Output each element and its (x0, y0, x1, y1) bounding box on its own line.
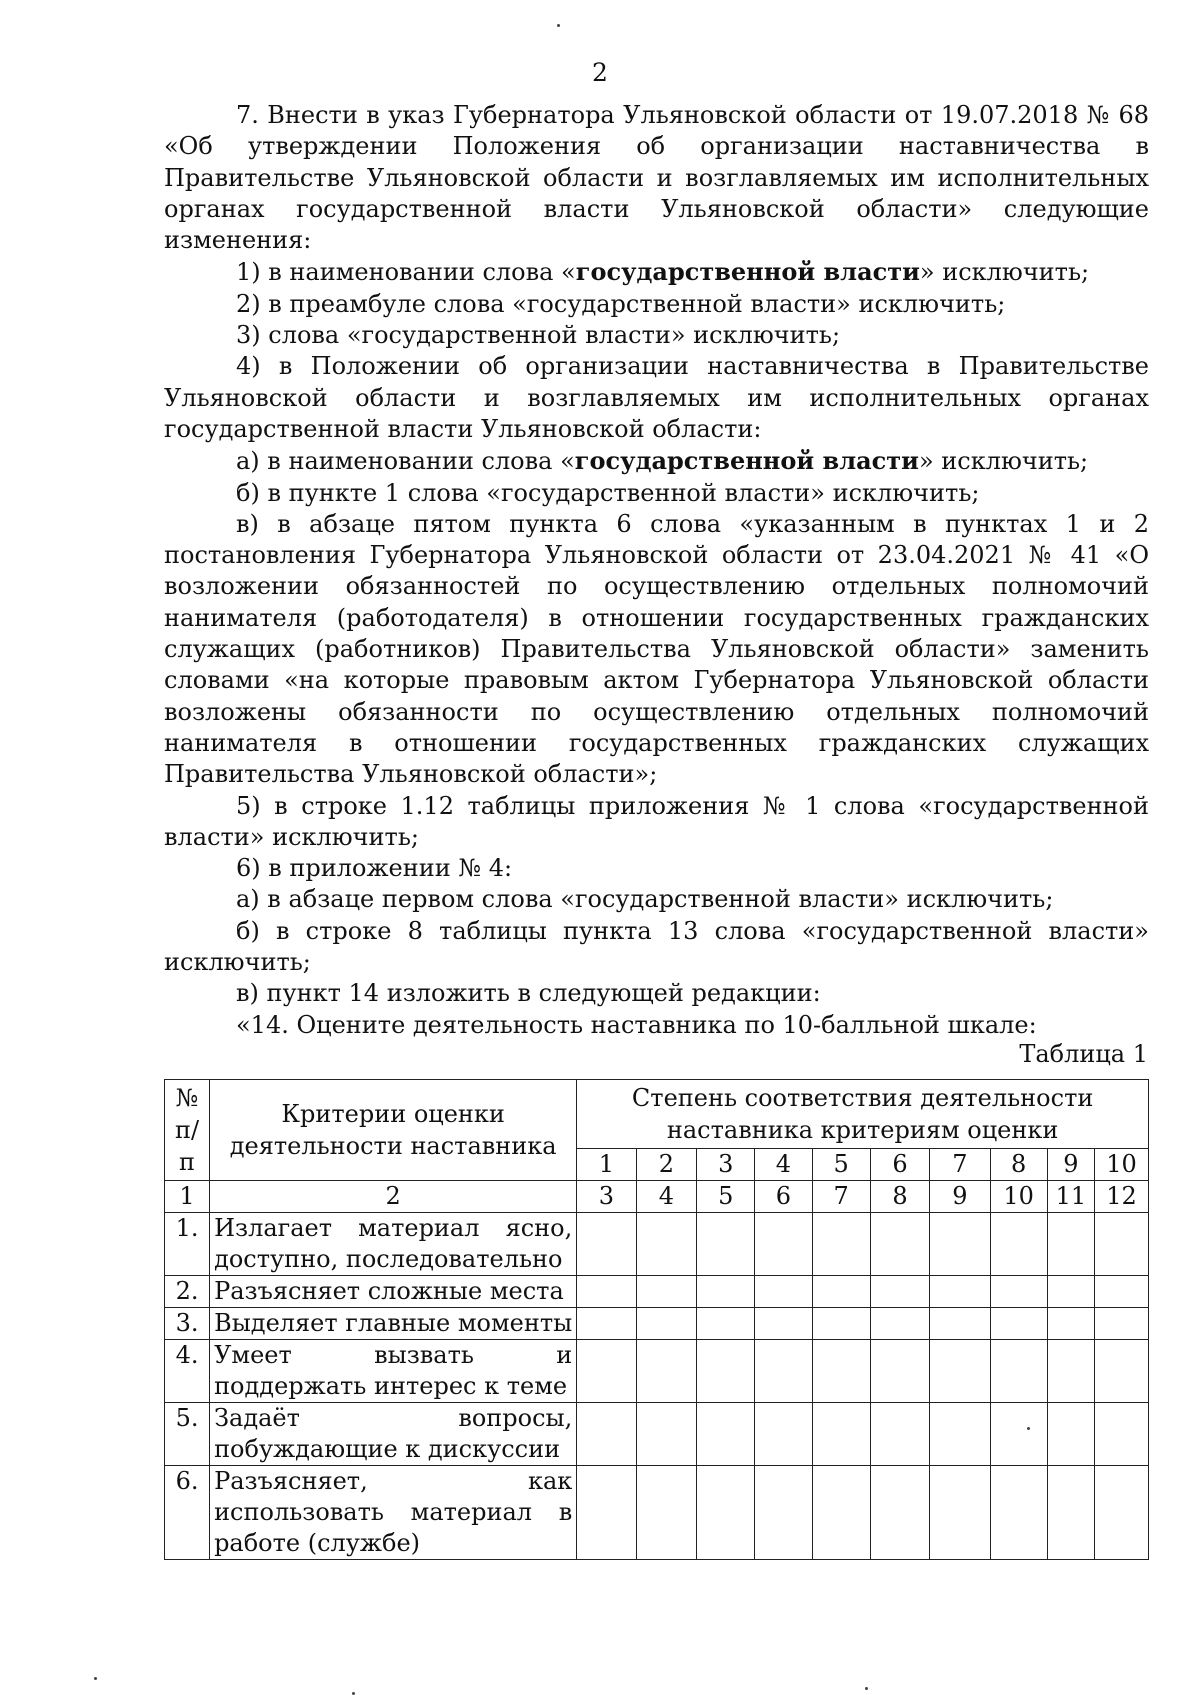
text-fragment: » исключить; (918, 447, 1089, 476)
table-header-row (165, 1080, 1149, 1149)
score-cell[interactable] (812, 1403, 870, 1466)
score-cell[interactable] (1047, 1403, 1094, 1466)
table-row (165, 1340, 1149, 1403)
score-cell[interactable] (697, 1466, 755, 1560)
column-number-cell: 6 (755, 1181, 812, 1213)
criterion-text: Излагает материал ясно, доступно, последовательно (210, 1213, 577, 1276)
criterion-text: Разъясняет, как использовать материал в работе (службе) (210, 1466, 577, 1560)
scan-speck (865, 1687, 868, 1690)
column-number-cell: 2 (210, 1181, 577, 1213)
score-cell[interactable] (990, 1403, 1047, 1466)
score-cell[interactable] (1095, 1213, 1149, 1276)
score-cell[interactable] (1095, 1340, 1149, 1403)
score-cell[interactable] (930, 1213, 990, 1276)
scan-speck (557, 24, 560, 27)
score-header-cell: 10 (1095, 1149, 1149, 1181)
text-fragment: 1) в наименовании слова « (236, 258, 576, 287)
row-number: 3. (165, 1308, 210, 1340)
score-cell[interactable] (930, 1308, 990, 1340)
paragraph-sub-6a: а) в абзаце первом слова «государственной власти» исключить; (236, 885, 1054, 914)
score-cell[interactable] (870, 1340, 929, 1403)
score-cell[interactable] (870, 1213, 929, 1276)
score-cell[interactable] (636, 1340, 696, 1403)
paragraph-sub-4a (164, 445, 1149, 477)
text-fragment: а) в наименовании слова « (236, 447, 575, 476)
table-caption: Таблица 1 (1019, 1040, 1148, 1068)
paragraph-sub-6v: в) пункт 14 изложить в следующей редакции: (236, 979, 821, 1008)
score-cell[interactable] (636, 1213, 696, 1276)
score-cell[interactable] (577, 1403, 636, 1466)
score-cell[interactable] (990, 1276, 1047, 1308)
score-cell[interactable] (812, 1213, 870, 1276)
score-cell[interactable] (1095, 1308, 1149, 1340)
score-cell[interactable] (755, 1340, 812, 1403)
score-cell[interactable] (755, 1276, 812, 1308)
score-cell[interactable] (636, 1308, 696, 1340)
score-cell[interactable] (1047, 1213, 1094, 1276)
score-cell[interactable] (577, 1466, 636, 1560)
header-number: № п/п (165, 1080, 210, 1181)
score-cell[interactable] (697, 1403, 755, 1466)
criterion-text: Разъясняет сложные места (210, 1276, 577, 1308)
criterion-text: Задаёт вопросы, побуждающие к дискуссии (210, 1403, 577, 1466)
score-cell[interactable] (636, 1276, 696, 1308)
score-cell[interactable] (812, 1466, 870, 1560)
score-cell[interactable] (870, 1403, 929, 1466)
score-header-cell: 7 (930, 1149, 990, 1181)
score-header-cell: 2 (636, 1149, 696, 1181)
score-header-cell: 8 (990, 1149, 1047, 1181)
document-body (164, 100, 1149, 1041)
score-cell[interactable] (1095, 1466, 1149, 1560)
score-cell[interactable] (1095, 1276, 1149, 1308)
table-row (165, 1308, 1149, 1340)
score-header-cell: 4 (755, 1149, 812, 1181)
score-cell[interactable] (870, 1276, 929, 1308)
score-cell[interactable] (1047, 1276, 1094, 1308)
column-number-cell: 9 (930, 1181, 990, 1213)
score-cell[interactable] (577, 1340, 636, 1403)
row-number: 6. (165, 1466, 210, 1560)
header-criteria: Критерии оценки деятельности наставника (210, 1080, 577, 1181)
score-cell[interactable] (755, 1466, 812, 1560)
page-number: 2 (592, 58, 608, 87)
score-cell[interactable] (990, 1213, 1047, 1276)
score-cell[interactable] (577, 1213, 636, 1276)
table-row (165, 1276, 1149, 1308)
score-header-cell: 6 (870, 1149, 929, 1181)
score-cell[interactable] (755, 1403, 812, 1466)
paragraph-sub-2: 2) в преамбуле слова «государственной власти» исключить; (236, 289, 1006, 318)
row-number: 1. (165, 1213, 210, 1276)
column-number-cell: 11 (1047, 1181, 1094, 1213)
score-cell[interactable] (812, 1340, 870, 1403)
table-body (165, 1213, 1149, 1560)
score-cell[interactable] (990, 1340, 1047, 1403)
column-number-cell: 3 (577, 1181, 636, 1213)
score-cell[interactable] (697, 1213, 755, 1276)
table-row (165, 1213, 1149, 1276)
score-cell[interactable] (930, 1340, 990, 1403)
paragraph-sub-6b: б) в строке 8 таблицы пункта 13 слова «государственной власти» исключить; (164, 916, 1149, 977)
paragraph-sub-4: 4) в Положении об организации наставничества в Правительстве Ульяновской области и возглавляемых им исполнительных органах государственной власти Ульяновской области: (164, 352, 1149, 443)
score-cell[interactable] (930, 1276, 990, 1308)
score-header-cell: 1 (577, 1149, 636, 1181)
criterion-text: Умеет вызвать и поддержать интерес к теме (210, 1340, 577, 1403)
row-number: 2. (165, 1276, 210, 1308)
bold-fragment: государственной власти (574, 446, 919, 476)
score-cell[interactable] (577, 1276, 636, 1308)
paragraph-sub-3: 3) слова «государственной власти» исключить; (236, 321, 841, 350)
score-cell[interactable] (930, 1403, 990, 1466)
score-cell[interactable] (812, 1276, 870, 1308)
bold-fragment: государственной власти (575, 257, 920, 287)
score-cell[interactable] (755, 1308, 812, 1340)
score-cell[interactable] (812, 1308, 870, 1340)
scan-speck (94, 1677, 97, 1680)
paragraph-sub-4b: б) в пункте 1 слова «государственной власти» исключить; (236, 478, 980, 507)
score-cell[interactable] (755, 1213, 812, 1276)
score-cell[interactable] (990, 1466, 1047, 1560)
header-degree: Степень соответствия деятельности наставника критериям оценки (577, 1080, 1149, 1149)
paragraph-sub-5: 5) в строке 1.12 таблицы приложения № 1 слова «государственной власти» исключить; (164, 791, 1149, 851)
score-cell[interactable] (697, 1340, 755, 1403)
text-fragment: » исключить; (919, 258, 1090, 287)
score-cell[interactable] (636, 1403, 696, 1466)
paragraph-sub-4v: в) в абзаце пятом пункта 6 слова «указанным в пунктах 1 и 2 постановления Губернатора Ульяновской области от 23.04.2021 № 41 «О возложении обязанностей по осуществлению отдельных полномочий нанимателя (работодателя) в отношении государственных гражданских служащих (работников) Правительства Ульяновской области» заменить словами «на которые правовым актом Губернатора Ульяновской области возложены обязанности по осуществлению отдельных полномочий нанимателя в отношении государственных гражданских служащих Правительства Ульяновской области»; (164, 509, 1149, 789)
criterion-text: Выделяет главные моменты (210, 1308, 577, 1340)
column-number-cell: 8 (870, 1181, 929, 1213)
paragraph-sub-1 (164, 256, 1149, 288)
column-number-cell: 5 (697, 1181, 755, 1213)
column-number-cell: 7 (812, 1181, 870, 1213)
column-number-cell: 4 (636, 1181, 696, 1213)
score-cell[interactable] (636, 1466, 696, 1560)
score-cell[interactable] (697, 1308, 755, 1340)
score-cell[interactable] (870, 1308, 929, 1340)
score-cell[interactable] (577, 1308, 636, 1340)
score-cell[interactable] (870, 1466, 929, 1560)
score-header-cell: 9 (1047, 1149, 1094, 1181)
table-row (165, 1403, 1149, 1466)
score-cell[interactable] (930, 1466, 990, 1560)
column-number-cell: 12 (1095, 1181, 1149, 1213)
score-cell[interactable] (1047, 1466, 1094, 1560)
row-number: 4. (165, 1340, 210, 1403)
column-number-cell: 10 (990, 1181, 1047, 1213)
score-cell[interactable] (1095, 1403, 1149, 1466)
score-header-cell: 3 (697, 1149, 755, 1181)
score-cell[interactable] (697, 1276, 755, 1308)
paragraph-point-14: «14. Оцените деятельность наставника по 10-балльной шкале: (236, 1010, 1037, 1039)
score-header-cell: 5 (812, 1149, 870, 1181)
column-number-row (165, 1181, 1149, 1213)
scan-speck (1027, 1427, 1030, 1430)
paragraph-item-7: 7. Внести в указ Губернатора Ульяновской области от 19.07.2018 № 68 «Об утверждении Положения об организации наставничества в Правительстве Ульяновской области и возглавляемых им исполнительных органах государственной власти Ульяновской области» следующие изменения: (164, 101, 1149, 255)
score-cell[interactable] (990, 1308, 1047, 1340)
paragraph-sub-6: 6) в приложении № 4: (236, 854, 513, 883)
assessment-table (164, 1079, 1149, 1560)
score-cell[interactable] (1047, 1308, 1094, 1340)
row-number: 5. (165, 1403, 210, 1466)
score-cell[interactable] (1047, 1340, 1094, 1403)
table-row (165, 1466, 1149, 1560)
column-number-cell: 1 (165, 1181, 210, 1213)
